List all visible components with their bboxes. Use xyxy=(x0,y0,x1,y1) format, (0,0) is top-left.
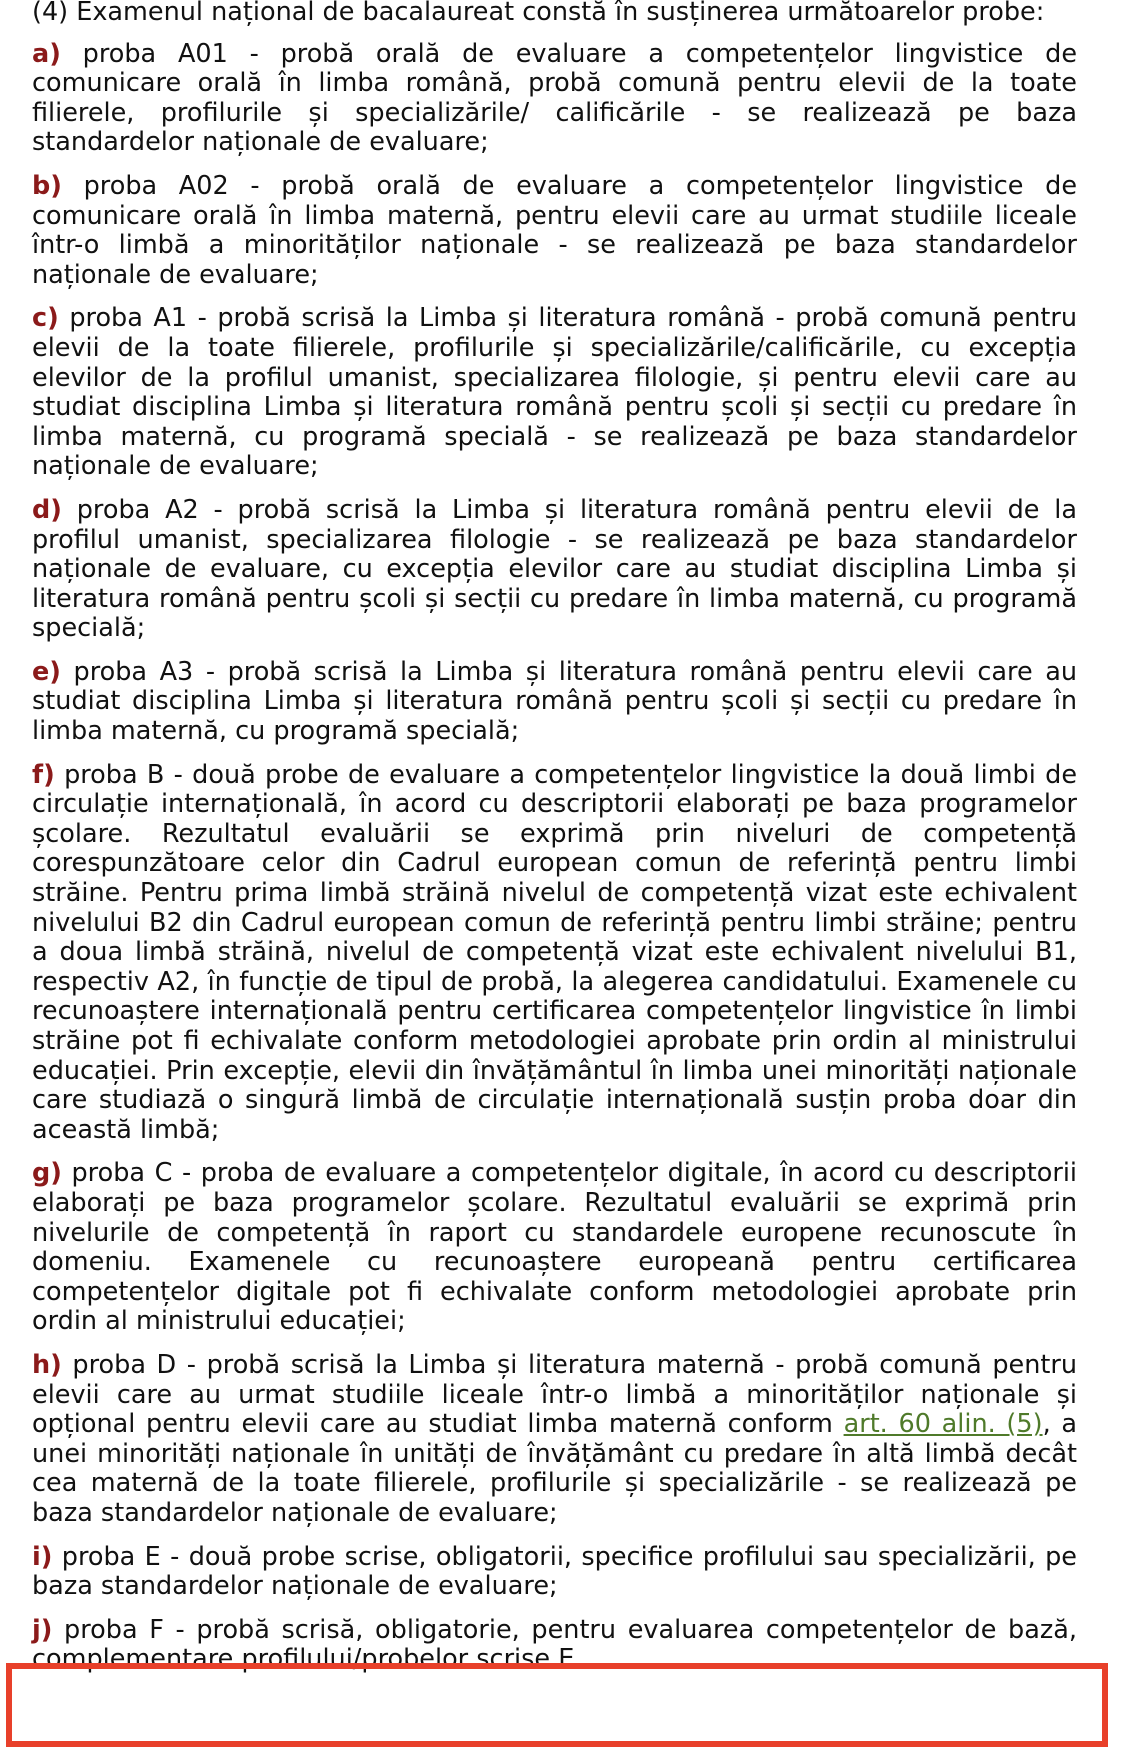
item-g xyxy=(32,1159,1077,1337)
item-g-text: proba C - proba de evaluare a competențelor digitale, în acord cu descriptorii elaborați pe baza programelor școlare. Rezultatul evaluării se exprimă prin nivelurile de competență în raport cu standardele europene recunoscute în domeniu. Examenele cu recunoaștere europeană pentru certificarea competențelor digitale pot fi echivalate conform metodologiei aprobate prin ordin al ministrului educației; xyxy=(32,1158,1077,1337)
item-c-text: proba A1 - probă scrisă la Limba și literatura română - probă comună pentru elevii de la toate filierele, profilurile și specializările/calificările, cu excepția elevilor de la profilul umanist, specializarea filologie, și pentru elevii care au studiat disciplina Limba și literatura română pentru școli și secții cu predare în limba maternă, cu programă specială - se realizează pe baza standardelor naționale de evaluare; xyxy=(32,303,1077,482)
item-b-text: proba A02 - probă orală de evaluare a competențelor lingvistice de comunicare orală în limba maternă, pentru elevii care au urmat studiile liceale într-o limbă a minorităților naționale - se realizează pe baza standardelor naționale de evaluare; xyxy=(32,170,1078,290)
paragraph-intro: (4) Examenul național de bacalaureat constă în susținerea următoarelor probe: xyxy=(32,0,1045,27)
item-e-text: proba A3 - probă scrisă la Limba și literatura română pentru elevii care au studiat disciplina Limba și literatura română pentru școli și secții cu predare în limba maternă, cu programă specială; xyxy=(32,656,1077,747)
highlight-box-item-j xyxy=(6,1663,1108,1747)
item-b xyxy=(32,172,1077,290)
item-e xyxy=(32,658,1077,747)
item-f xyxy=(32,761,1077,1146)
item-j-text: proba F - probă scrisă, obligatorie, pentru evaluarea competențelor de bază, complementare profilului/probelor scrise E. xyxy=(32,1614,1077,1675)
item-h xyxy=(32,1351,1077,1529)
item-h-text-after: , a unei minorități naționale în unități de învățământ cu predare în altă limbă decât cea maternă de la toate filierele, profilurile și specializările - se realizează pe baza standardelor naționale de evaluare; xyxy=(32,1409,1078,1528)
item-b-label: b) xyxy=(32,170,62,201)
item-h-label: h) xyxy=(32,1349,62,1380)
item-h-text-before: proba D - probă scrisă la Limba și literatura maternă - probă comună pentru elevii care au urmat studiile liceale într-o limbă a minorităților naționale și opțional pentru elevii care au studiat limba maternă conform xyxy=(32,1349,1077,1440)
item-c xyxy=(32,304,1077,482)
item-a-text: proba A01 - probă orală de evaluare a competențelor lingvistice de comunicare orală în limba română, probă comună pentru elevii de la toate filierele, profilurile și specializările/ calificările - se realizează pe baza standardelor naționale de evaluare; xyxy=(32,38,1078,158)
law-reference-link[interactable]: art. 60 alin. (5) xyxy=(843,1409,1043,1440)
item-i xyxy=(32,1543,1077,1602)
item-f-text: proba B - două probe de evaluare a competențelor lingvistice la două limbi de circulație internațională, în acord cu descriptorii elaborați pe baza programelor școlare. Rezultatul evaluării se exprimă prin niveluri de competență corespunzătoare celor din Cadrul european comun de referință pentru limbi străine. Pentru prima limbă străină nivelul de competență vizat este echivalent nivelului B2 din Cadrul european comun de referință pentru limbi străine; pentru a doua limbă străină, nivelul de competență vizat este echivalent nivelului B1, respectiv A2, în funcție de tipul de probă, la alegerea candidatului. Examenele cu recunoaștere internațională pentru certificarea competențelor lingvistice în limbi străine pot fi echivalate conform metodologiei aprobate prin ordin al ministrului educației. Prin excepție, elevii din învățământul în limba unei minorități naționale care studiază o singură limbă de circulație internațională susțin proba doar din această limbă; xyxy=(32,759,1078,1145)
item-e-label: e) xyxy=(32,656,61,687)
item-f-label: f) xyxy=(32,759,55,790)
item-d xyxy=(32,496,1077,644)
item-i-text: proba E - două probe scrise, obligatorii, specifice profilului sau specializării, pe baza standardelor naționale de evaluare; xyxy=(32,1541,1077,1602)
item-a xyxy=(32,40,1077,158)
item-g-label: g) xyxy=(32,1158,62,1189)
item-i-label: i) xyxy=(32,1541,53,1572)
document-body xyxy=(32,0,1077,1675)
item-j-label: j) xyxy=(32,1614,53,1645)
item-c-label: c) xyxy=(32,303,59,334)
item-d-label: d) xyxy=(32,494,62,525)
item-d-text: proba A2 - probă scrisă la Limba și literatura română pentru elevii de la profilul umanist, specializarea filologie - se realizează pe baza standardelor naționale de evaluare, cu excepția elevilor care au studiat disciplina Limba și literatura română pentru școli și secții cu predare în limba maternă, cu programă specială; xyxy=(32,494,1077,644)
item-a-label: a) xyxy=(32,38,61,69)
